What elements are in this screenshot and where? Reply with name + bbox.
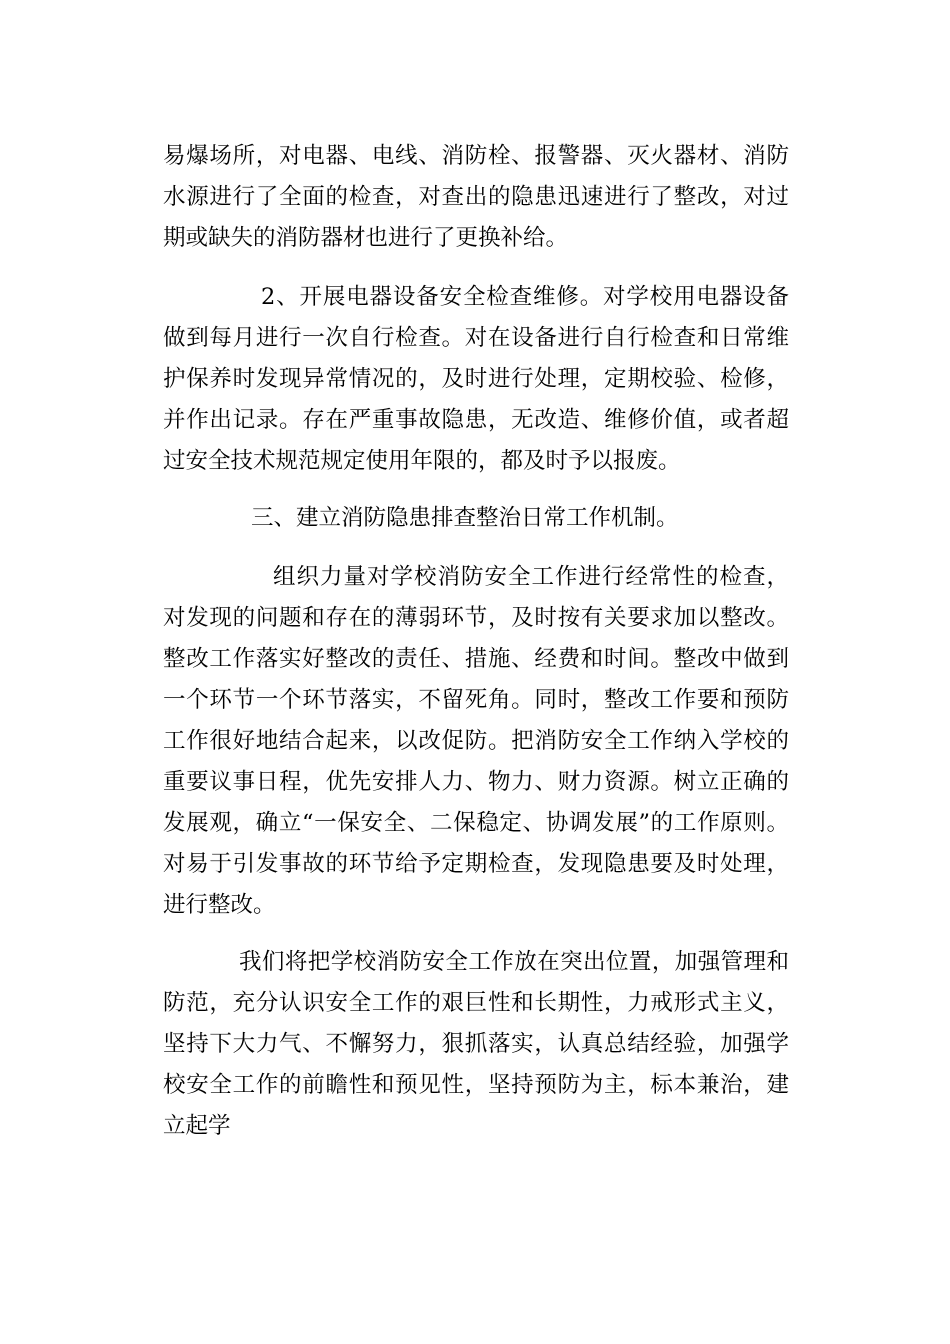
paragraph-organize: 组织力量对学校消防安全工作进行经常性的检查，对发现的问题和存在的薄弱环节，及时按有关要求加以整改。整改工作落实好整改的责任、措施、经费和时间。整改中做到一个环节一个环节落实，不留死角。同时，整改工作要和预防工作很好地结合起来，以改促防。把消防安全工作纳入学校的重要议事日程，优先安排人力、物力、财力资源。树立正确的发展观，确立“一保安全、二保稳定、协调发展”的工作原则。对易于引发事故的环节给予定期检查，发现隐患要及时处理，进行整改。 — [163, 564, 789, 918]
paragraph-spacer — [163, 539, 789, 557]
section-heading-3: 三、建立消防隐患排查整治日常工作机制。 — [251, 505, 679, 531]
document-body — [163, 136, 789, 1147]
paragraph-spacer — [163, 482, 789, 498]
paragraph-conclusion: 我们将把学校消防安全工作放在突出位置，加强管理和防范，充分认识安全工作的艰巨性和长期性，力戒形式主义，坚持下大力气、不懈努力，狠抓落实，认真总结经验，加强学校安全工作的前瞻性和预见性，坚持预防为主，标本兼治，建立起学 — [163, 949, 789, 1139]
paragraph-continued: 易爆场所，对电器、电线、消防栓、报警器、灭火器材、消防水源进行了全面的检查，对查出的隐患迅速进行了整改，对过期或缺失的消防器材也进行了更换补给。 — [163, 143, 789, 251]
paragraph-item-2: 2、开展电器设备安全检查维修。对学校用电器设备做到每月进行一次自行检查。对在设备进行自行检查和日常维护保养时发现异常情况的，及时进行处理，定期校验、检修，并作出记录。存在严重事故隐患，无改造、维修价值，或者超过安全技术规范规定使用年限的，都及时予以报废。 — [163, 284, 789, 474]
paragraph-spacer — [163, 926, 789, 942]
paragraph-spacer — [163, 259, 789, 277]
